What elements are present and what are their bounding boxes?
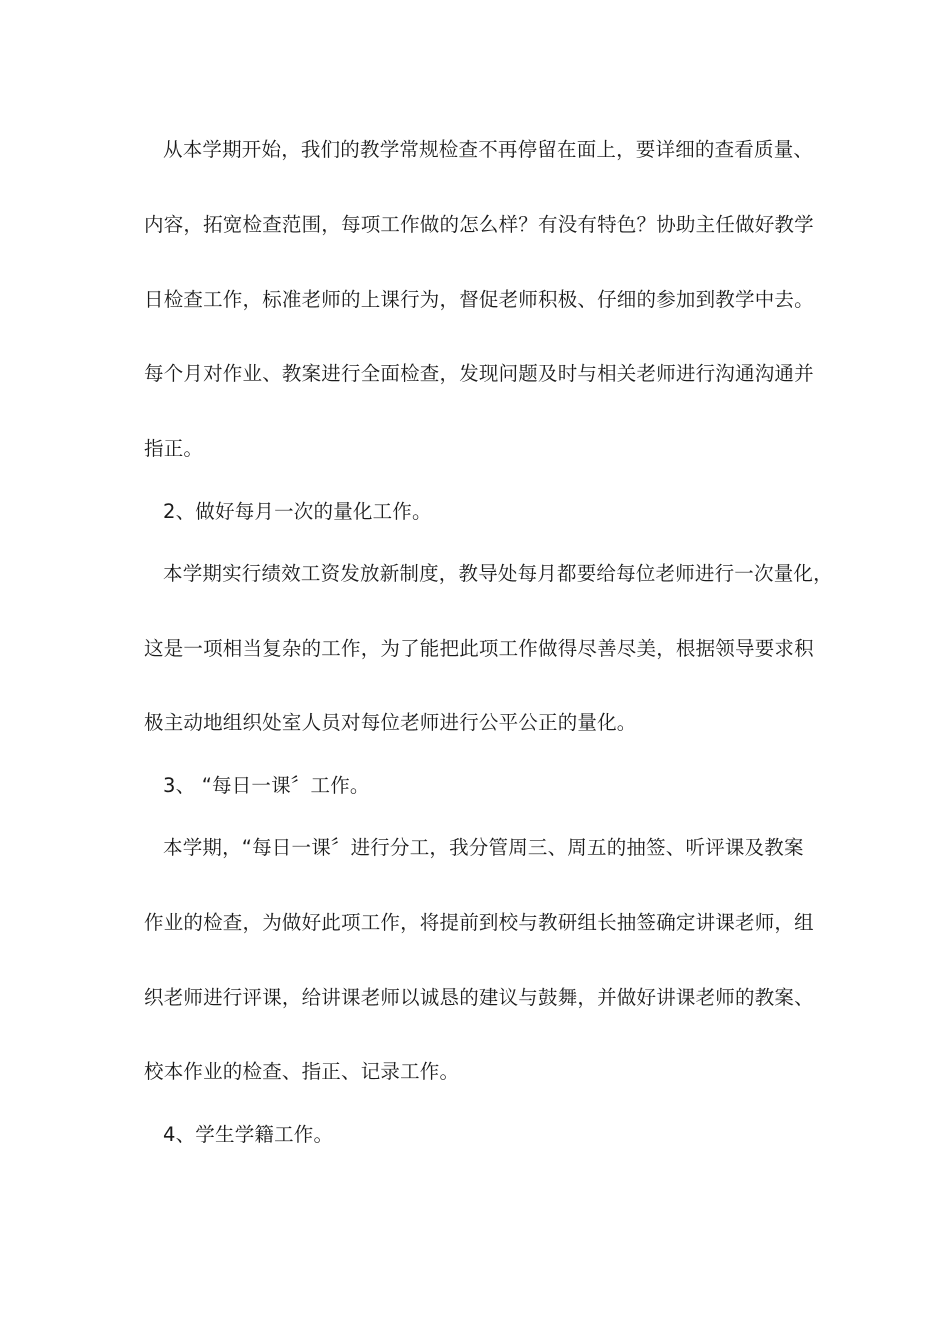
paragraph-line: 本学期实行绩效工资发放新制度，教导处每月都要给每位老师进行一次量化，	[163, 562, 833, 585]
paragraph-line: 每个月对作业、教案进行全面检查，发现问题及时与相关老师进行沟通沟通并	[144, 362, 814, 385]
paragraph-line: 指正。	[144, 437, 204, 460]
section-heading: 2、做好每月一次的量化工作。	[163, 500, 432, 523]
paragraph-line: 从本学期开始，我们的教学常规检查不再停留在面上，要详细的查看质量、	[163, 138, 814, 161]
paragraph-line: 织老师进行评课，给讲课老师以诚恳的建议与鼓舞，并做好讲课老师的教案、	[144, 986, 814, 1009]
paragraph-line: 内容，拓宽检查范围，每项工作做的怎么样？有没有特色？协助主任做好教学	[144, 213, 814, 236]
paragraph-line: 校本作业的检查、指正、记录工作。	[144, 1060, 460, 1083]
section-heading: 3、 “每日一课〞工作。	[163, 774, 370, 797]
paragraph-line: 日检查工作，标准老师的上课行为，督促老师积极、仔细的参加到教学中去。	[144, 288, 814, 311]
paragraph-line: 这是一项相当复杂的工作，为了能把此项工作做得尽善尽美，根据领导要求积	[144, 637, 814, 660]
paragraph-line: 本学期，“每日一课〞进行分工，我分管周三、周五的抽签、听评课及教案	[163, 836, 804, 859]
paragraph-line: 极主动地组织处室人员对每位老师进行公平公正的量化。	[144, 711, 637, 734]
section-heading: 4、学生学籍工作。	[163, 1123, 334, 1146]
paragraph-line: 作业的检查，为做好此项工作，将提前到校与教研组长抽签确定讲课老师，组	[144, 911, 814, 934]
